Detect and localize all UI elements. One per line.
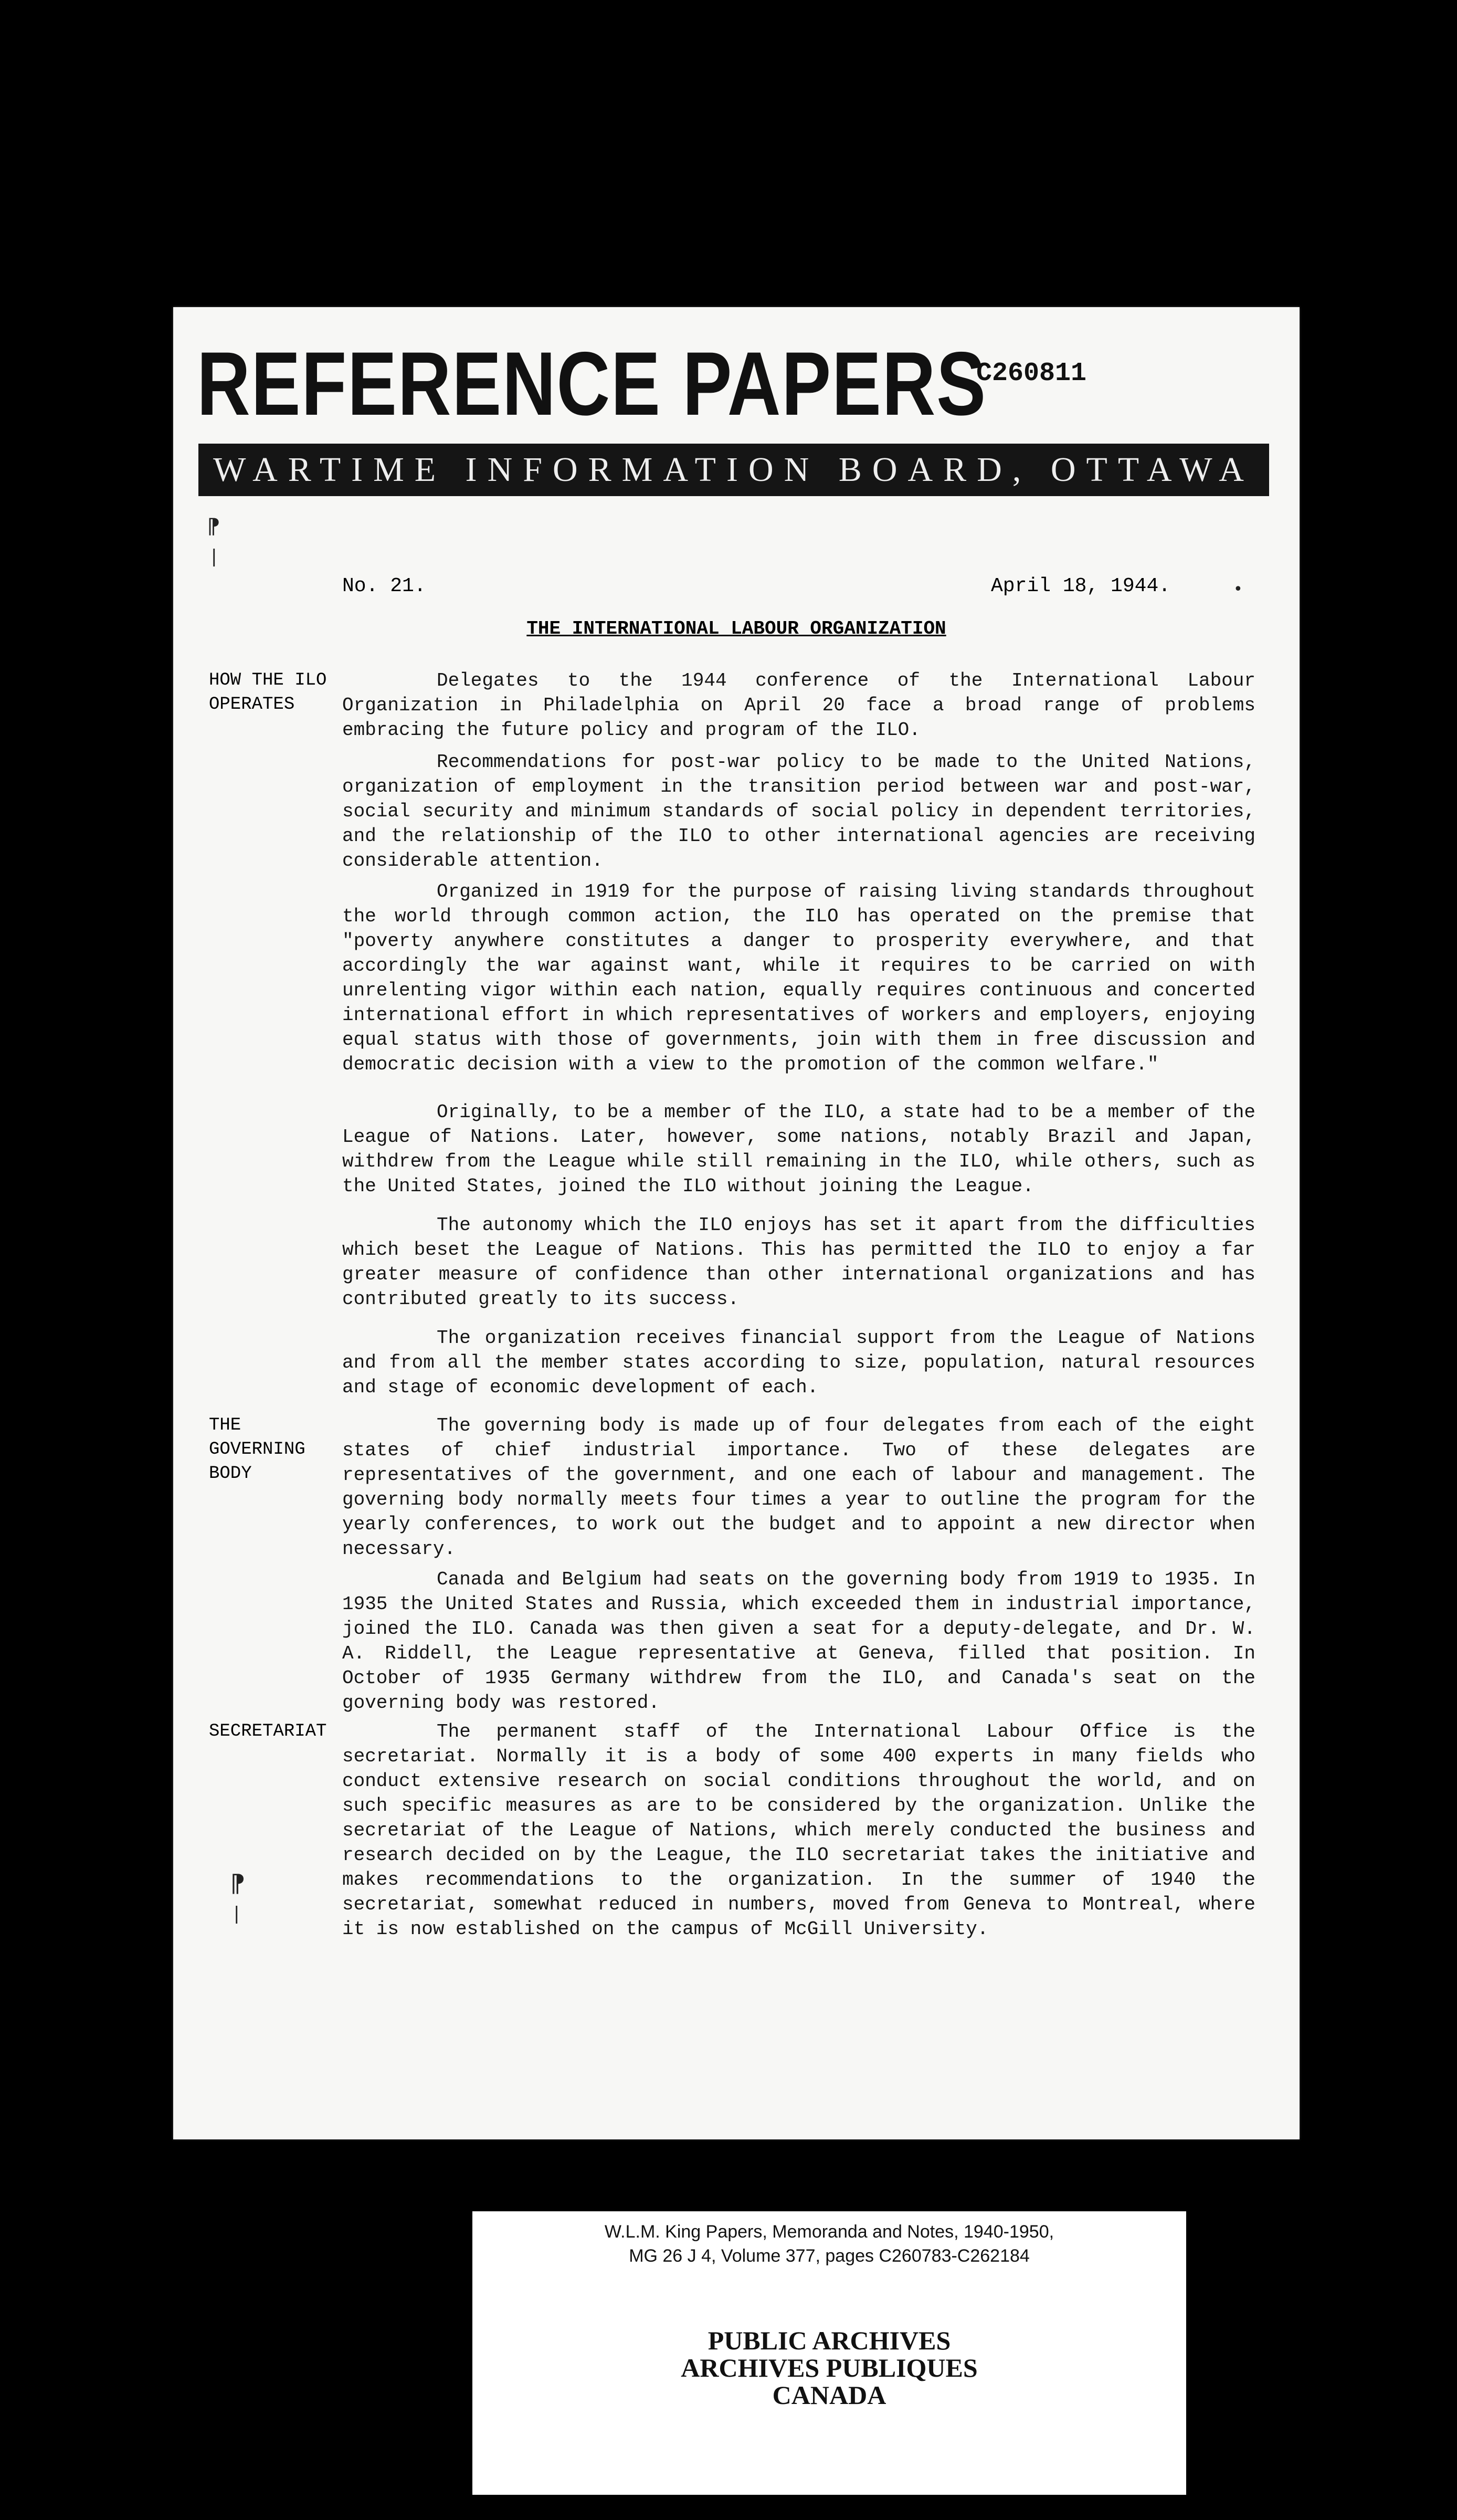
paragraph: Delegates to the 1944 conference of the International Labour Organization in Philadelphia on April 20 face a broad range of problems embracing the future policy and program of the ILO. [342, 670, 1255, 741]
side-label-operates: HOW THE ILO OPERATES [209, 670, 327, 715]
paragraph: Organized in 1919 for the purpose of raising living standards throughout the world through common action, the ILO has operated on the premise that "poverty anywhere constitutes a danger to prosperity everywhere, and that accordingly the war against want, while it requires to be carried on with unrelenting vigor within each nation, equally requires continuous and concerted international effort in which representatives of workers and employers, enjoying equal status with those of governments, join with them in free discussion and democratic decision with a view to the promotion of the common welfare." [342, 881, 1255, 1075]
archive-reference-line: W.L.M. King Papers, Memoranda and Notes, 1940-1950, [604, 2222, 1054, 2242]
dot-mark-icon: • [1233, 580, 1243, 598]
archive-reference-box [472, 2211, 1186, 2270]
archive-stamp [472, 2327, 1186, 2409]
document-page [173, 307, 1300, 2139]
paragraph: The permanent staff of the International Labour Office is the secretariat. Normally it is a body of some 400 experts in many fields who conduct extensive research on social conditions throughout the world, and on such specific measures as are to be considered by the organization. Unlike the secretariat of the League of Nations, which merely conducted the business and research decided on by the League, the ILO secretariat takes the initiative and makes recommendations to the organization. In the summer of 1940 the secretariat, somewhat reduced in numbers, moved from Geneva to Montreal, where it is now established on the campus of McGill University. [342, 1721, 1255, 1940]
paragraph: The autonomy which the ILO enjoys has set it apart from the difficulties which beset the League of Nations. This has permitted the ILO to enjoy a far greater measure of confidence than other international organizations and has contributed greatly to its success. [342, 1214, 1255, 1310]
margin-mark-icon: | [234, 1903, 240, 1924]
margin-mark-icon: ⁋ [230, 1869, 246, 1897]
reference-number: No. 21. [342, 575, 426, 597]
archive-stamp-line: CANADA [772, 2380, 886, 2410]
masthead-band: WARTIME INFORMATION BOARD, OTTAWA [198, 444, 1269, 496]
archive-stamp-line: ARCHIVES PUBLIQUES [681, 2353, 978, 2382]
margin-mark-icon: ⁋ [207, 514, 220, 539]
archive-stamp-line: PUBLIC ARCHIVES [708, 2326, 951, 2355]
paragraph: Recommendations for post-war policy to be made to the United Nations, organization of employment in the transition period between war and post-war, social security and minimum standards of social policy in dependent territories, and the relationship of the ILO to other international agencies are receiving considerable attention. [342, 751, 1255, 872]
masthead-title: REFERENCE PAPERS [197, 333, 987, 434]
paragraph: Canada and Belgium had seats on the governing body from 1919 to 1935. In 1935 the United States and Russia, which exceeded them in industrial importance, joined the ILO. Canada was then given a seat for a deputy-delegate, and Dr. W. A. Riddell, the League representative at Geneva, filled that position. In October of 1935 Germany withdrew from the ILO, and Canada's seat on the governing body was restored. [342, 1569, 1255, 1714]
paragraph: Originally, to be a member of the ILO, a state had to be a member of the League of Nations. Later, however, some nations, notably Brazil and Japan, withdrew from the League while still remaining in the ILO, while others, such as the United States, joined the ILO without joining the League. [342, 1101, 1255, 1197]
side-label-governing-body: THE GOVERNING BODY [209, 1415, 305, 1484]
archive-reference-line: MG 26 J 4, Volume 377, pages C260783-C262184 [629, 2246, 1030, 2266]
margin-mark-icon: | [211, 546, 217, 567]
side-label-secretariat: SECRETARIAT [209, 1721, 327, 1741]
document-date: April 18, 1944. [991, 575, 1171, 597]
archive-label [472, 2211, 1186, 2495]
paragraph: The organization receives financial support from the League of Nations and from all the member states according to size, population, natural resources and stage of economic development of each. [342, 1327, 1255, 1398]
document-title: THE INTERNATIONAL LABOUR ORGANIZATION [526, 618, 946, 639]
paragraph: The governing body is made up of four delegates from each of the eight states of chief industrial importance. Two of these delegates are representatives of the government, and one each of labour and management. The governing body normally meets four times a year to outline the program for the yearly conferences, to work out the budget and to appoint a new director when necessary. [342, 1415, 1255, 1560]
document-id: C260811 [976, 359, 1087, 388]
